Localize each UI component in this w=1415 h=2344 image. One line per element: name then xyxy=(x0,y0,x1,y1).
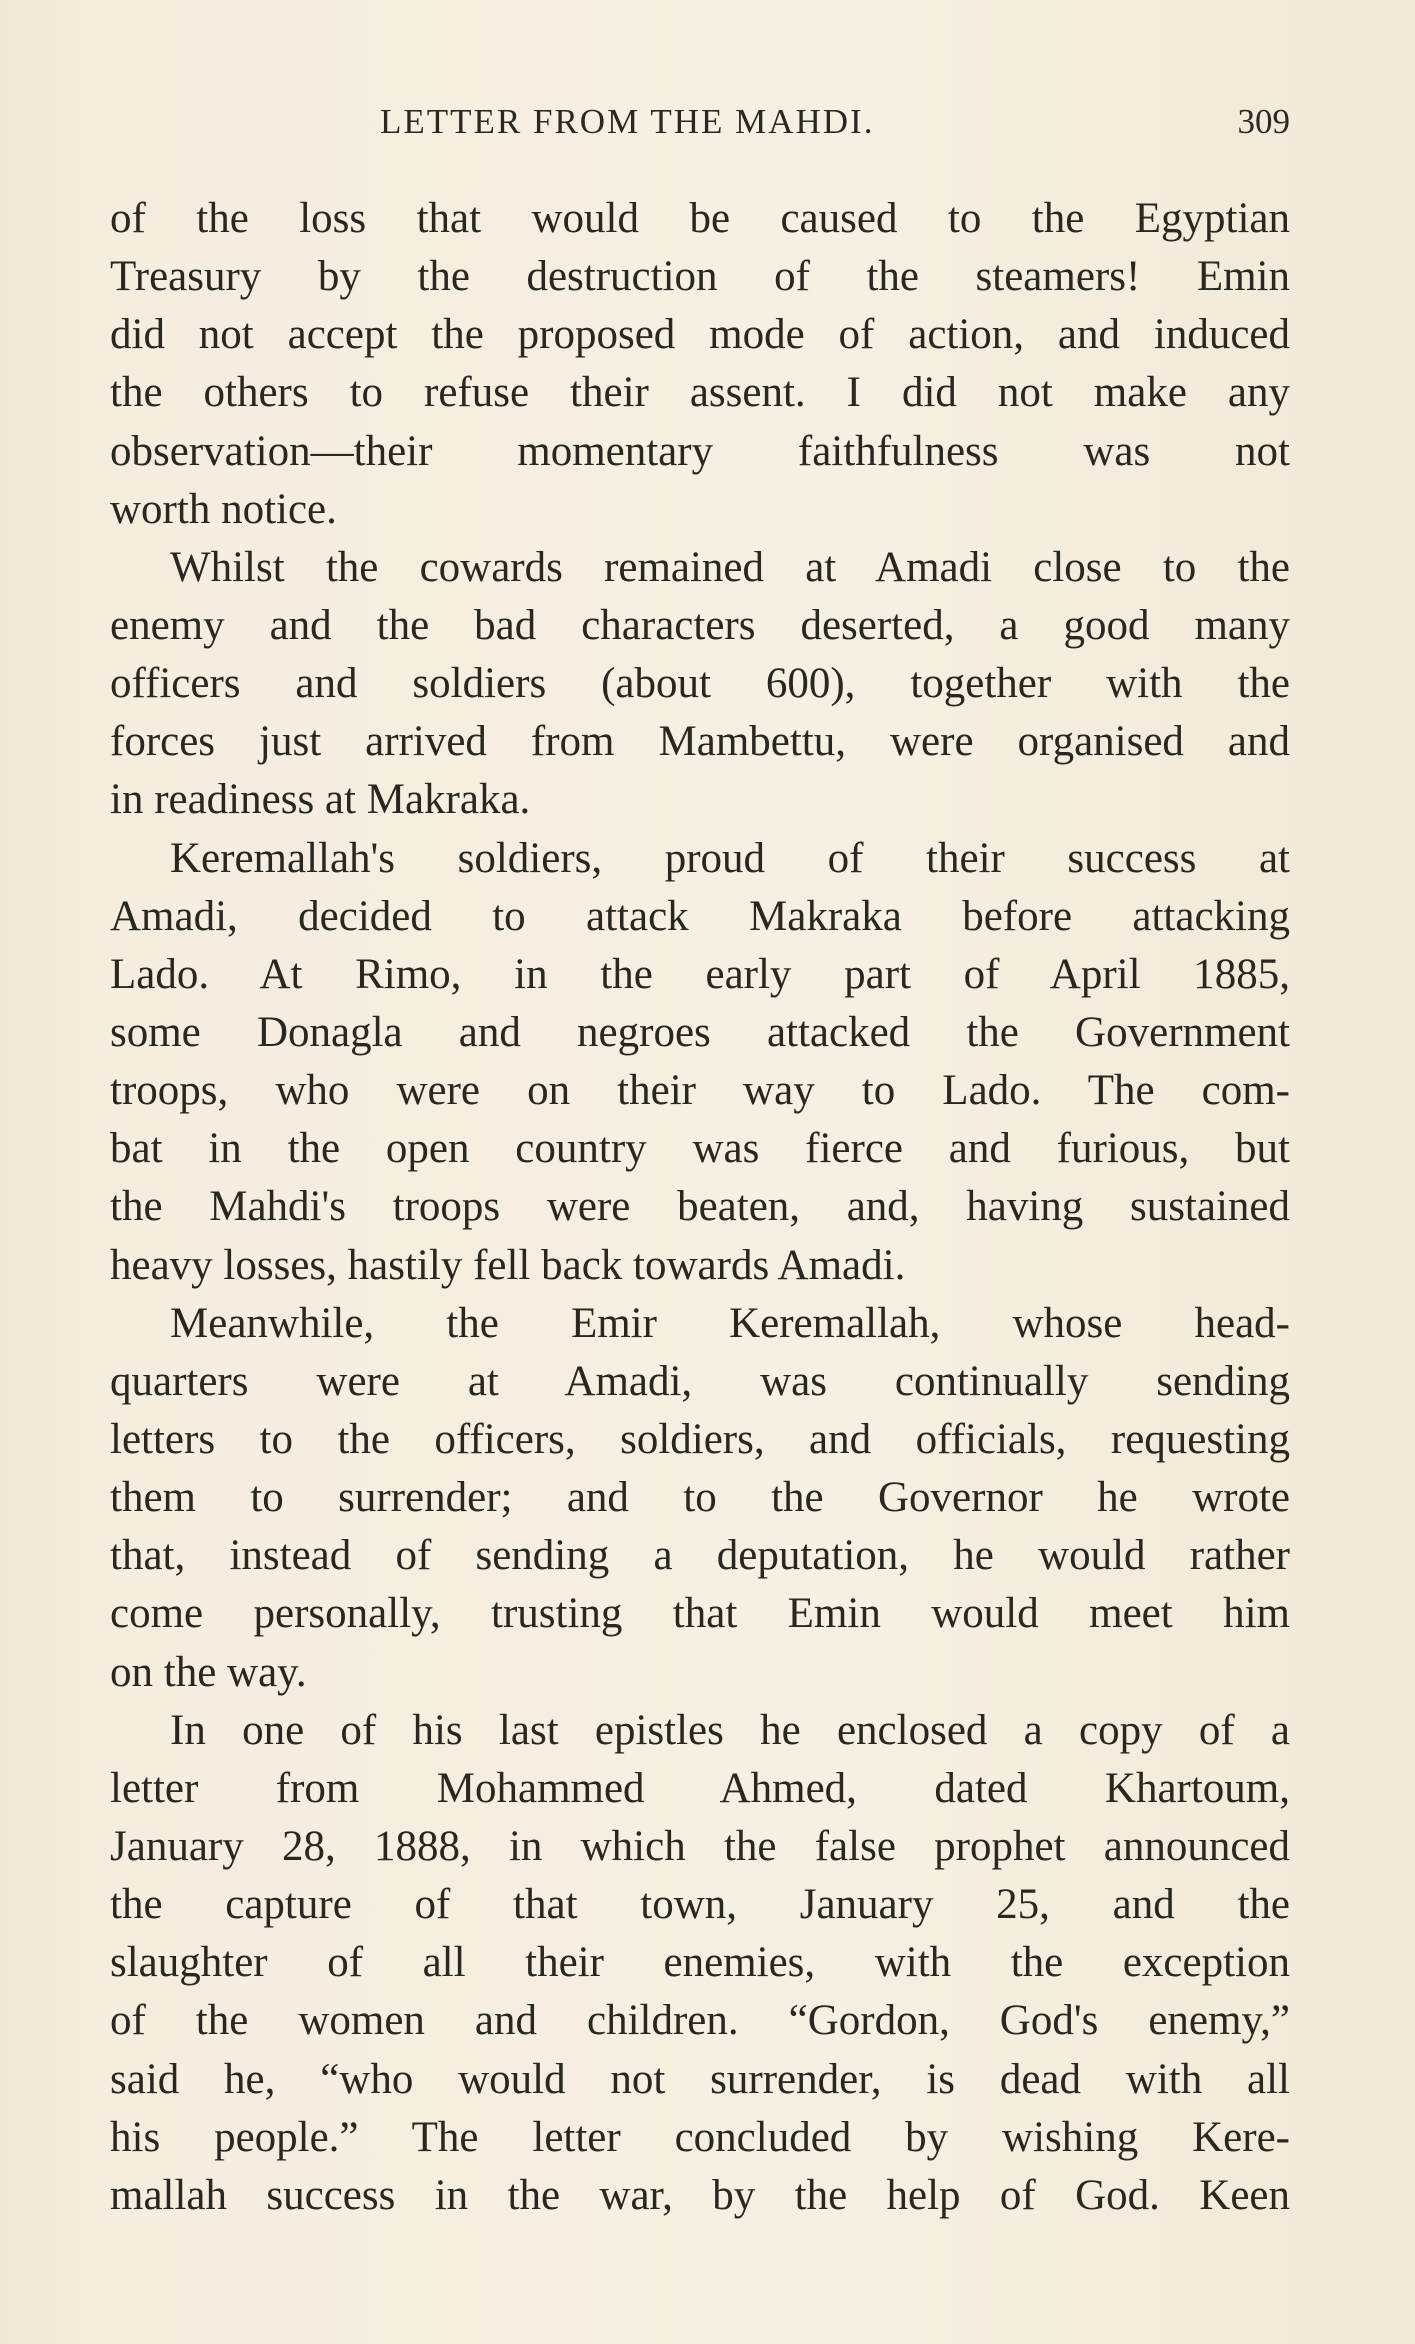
text-line: of the loss that would be caused to the Egyptian xyxy=(110,195,1290,242)
page-header xyxy=(110,102,1290,152)
text-line: enemy and the bad characters deserted, a good many xyxy=(110,601,1290,649)
text-line: of the women and children. “Gordon, God's enemy,” xyxy=(110,1997,1290,2045)
text-line: troops, who were on their way to Lado. The com- xyxy=(110,1067,1290,1115)
text-line: did not accept the proposed mode of action, and induced xyxy=(110,311,1290,359)
text-line: observation—their momentary faithfulness was not xyxy=(110,427,1290,475)
text-line: Lado. At Rimo, in the early part of April 1885, xyxy=(110,950,1290,998)
text-line: Keremallah's soldiers, proud of their success at xyxy=(170,834,1290,882)
page-number: 309 xyxy=(1237,102,1290,141)
text-line: slaughter of all their enemies, with the exception xyxy=(110,1939,1290,1987)
text-line: letter from Mohammed Ahmed, dated Khartoum, xyxy=(110,1764,1290,1812)
text-line: In one of his last epistles he enclosed a copy of a xyxy=(170,1706,1290,1754)
text-line: come personally, trusting that Emin would meet him xyxy=(110,1590,1290,1638)
text-line: forces just arrived from Mambettu, were organised and xyxy=(110,718,1290,766)
text-line: bat in the open country was fierce and furious, but xyxy=(110,1125,1290,1173)
body-text xyxy=(110,190,1290,2225)
text-line: worth notice. xyxy=(110,485,337,533)
text-line: said he, “who would not surrender, is dead with all xyxy=(110,2055,1290,2103)
text-line: Treasury by the destruction of the steamers! Emin xyxy=(110,253,1290,301)
text-line: mallah success in the war, by the help of God. Keen xyxy=(110,2171,1290,2219)
text-line: quarters were at Amadi, was continually sending xyxy=(110,1357,1290,1405)
text-line: Whilst the cowards remained at Amadi close to the xyxy=(170,543,1290,591)
text-line: letters to the officers, soldiers, and officials, requesting xyxy=(110,1415,1290,1463)
text-line: the others to refuse their assent. I did not make any xyxy=(110,369,1290,417)
text-line: his people.” The letter concluded by wishing Kere- xyxy=(110,2113,1290,2161)
text-line: January 28, 1888, in which the false prophet announced xyxy=(110,1822,1290,1870)
running-head: LETTER FROM THE MAHDI. xyxy=(380,102,875,141)
text-line: Amadi, decided to attack Makraka before attacking xyxy=(110,892,1290,940)
text-line: the capture of that town, January 25, and the xyxy=(110,1881,1290,1929)
text-line: the Mahdi's troops were beaten, and, having sustained xyxy=(110,1183,1290,1231)
text-line: officers and soldiers (about 600), together with the xyxy=(110,660,1290,708)
text-line: heavy losses, hastily fell back towards Amadi. xyxy=(110,1241,906,1289)
text-line: them to surrender; and to the Governor he wrote xyxy=(110,1474,1290,1522)
text-line: Meanwhile, the Emir Keremallah, whose head- xyxy=(170,1299,1290,1347)
text-line: on the way. xyxy=(110,1648,307,1696)
text-line: that, instead of sending a deputation, he would rather xyxy=(110,1532,1290,1580)
text-line: some Donagla and negroes attacked the Government xyxy=(110,1008,1290,1056)
text-line: in readiness at Makraka. xyxy=(110,776,531,824)
